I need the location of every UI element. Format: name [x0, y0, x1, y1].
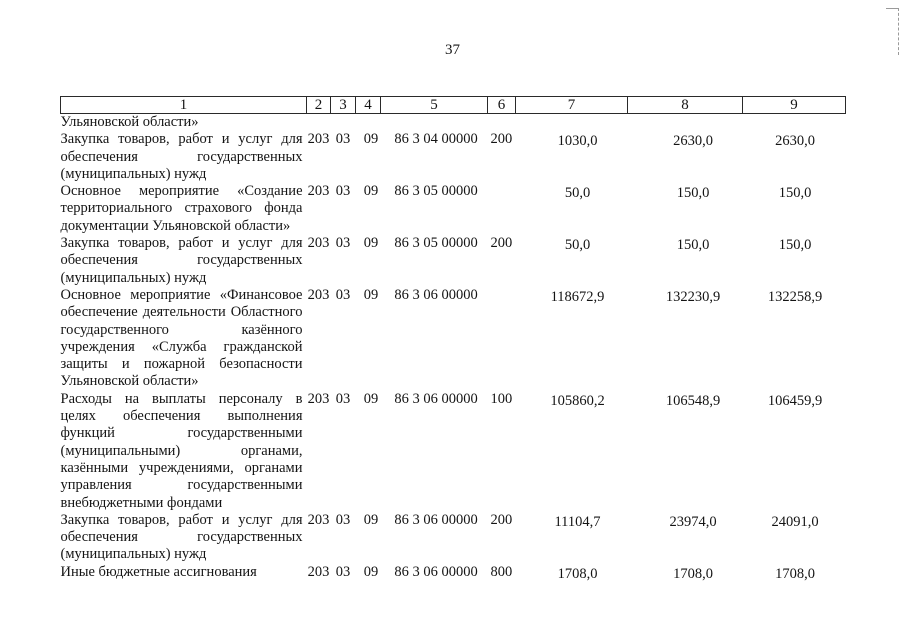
row-code-target: 86 3 04 00000 — [394, 131, 478, 148]
row-code-expense-type — [488, 114, 516, 132]
row-code-subsection: 09 — [363, 235, 379, 252]
row-name: Ульяновской области» — [60, 114, 199, 130]
table-row — [61, 512, 846, 564]
row-code-target: 86 3 06 00000 — [394, 511, 478, 528]
row-code-section: 03 — [335, 286, 351, 303]
row-code-admin: 203 — [307, 286, 330, 303]
row-code-subsection: 09 — [363, 511, 379, 528]
row-amount-col7: 50,0 — [564, 237, 591, 254]
row-code-admin: 203 — [307, 511, 330, 528]
header-col-5: 5 — [381, 97, 488, 114]
page-number: 37 — [445, 42, 460, 58]
row-code-target: 86 3 05 00000 — [394, 183, 478, 200]
row-amount-col7: 50,0 — [564, 185, 591, 202]
row-code-expense-type: 100 — [490, 390, 513, 407]
row-code-expense-type: 200 — [490, 235, 513, 252]
table-header-row — [61, 97, 846, 114]
header-col-9: 9 — [743, 97, 846, 114]
row-code-subsection — [356, 114, 381, 132]
table-row — [61, 131, 846, 183]
table-row — [61, 183, 846, 235]
row-code-expense-type: 200 — [490, 511, 513, 528]
row-code-expense-type: 200 — [490, 131, 513, 148]
row-code-target: 86 3 06 00000 — [394, 390, 478, 407]
row-amount-col7: 11104,7 — [554, 513, 601, 530]
header-col-8: 8 — [628, 97, 743, 114]
row-amount-col9: 24091,0 — [771, 513, 819, 530]
row-code-expense-type: 800 — [490, 563, 513, 580]
row-code-section: 03 — [335, 235, 351, 252]
row-amount-col7: 105860,2 — [550, 392, 605, 409]
row-amount-col8 — [628, 114, 743, 132]
row-code-expense-type — [488, 287, 516, 391]
row-name: Закупка товаров, работ и услуг для обеспечения государственных (муниципальных) нужд — [60, 131, 303, 182]
row-code-admin: 203 — [307, 235, 330, 252]
row-amount-col7 — [516, 114, 628, 132]
budget-table-container — [60, 96, 845, 583]
row-code-admin: 203 — [307, 563, 330, 580]
row-code-section: 03 — [335, 511, 351, 528]
budget-table — [60, 96, 846, 583]
header-col-7: 7 — [516, 97, 628, 114]
table-row — [61, 235, 846, 287]
table-row — [61, 564, 846, 583]
row-amount-col9: 132258,9 — [767, 288, 823, 305]
row-amount-col9 — [743, 114, 846, 132]
row-code-subsection: 09 — [363, 390, 379, 407]
row-code-target — [381, 114, 488, 132]
row-amount-col7: 118672,9 — [550, 288, 605, 305]
row-code-expense-type — [488, 183, 516, 235]
row-name: Закупка товаров, работ и услуг для обеспечения государственных (муниципальных) нужд — [60, 235, 303, 286]
row-amount-col9: 150,0 — [778, 237, 812, 254]
row-amount-col8: 150,0 — [676, 185, 710, 202]
header-col-1: 1 — [61, 97, 307, 114]
row-amount-col8: 23974,0 — [669, 513, 717, 530]
row-code-admin: 203 — [307, 183, 330, 200]
row-code-admin — [307, 114, 331, 132]
table-row — [61, 391, 846, 512]
row-code-subsection: 09 — [363, 563, 379, 580]
row-code-section: 03 — [335, 563, 351, 580]
row-code-section: 03 — [335, 390, 351, 407]
row-name: Расходы на выплаты персоналу в целях обеспечения выполнения функций государственными (муниципальными) органами, казёнными учреждениями, органами управления государственными внебюджетными фондами — [60, 390, 303, 511]
row-code-subsection: 09 — [363, 286, 379, 303]
row-amount-col8: 106548,9 — [665, 392, 721, 409]
row-amount-col8: 150,0 — [676, 237, 710, 254]
row-code-target: 86 3 06 00000 — [394, 563, 478, 580]
row-name: Закупка товаров, работ и услуг для обеспечения государственных (муниципальных) нужд — [60, 511, 303, 563]
row-code-admin: 203 — [307, 131, 330, 148]
row-amount-col8: 1708,0 — [673, 565, 713, 582]
row-amount-col9: 2630,0 — [775, 133, 815, 150]
header-col-3: 3 — [331, 97, 356, 114]
row-name: Основное мероприятие «Финансовое обеспечение деятельности Областного государственного казённого учреждения «Служба гражданской защиты и пожарной безопасности Ульяновской области» — [60, 286, 303, 390]
scan-edge-marks — [886, 8, 899, 55]
table-row — [61, 114, 846, 132]
row-amount-col7: 1030,0 — [557, 133, 598, 150]
row-code-admin: 203 — [307, 390, 330, 407]
row-amount-col7: 1708,0 — [557, 565, 598, 582]
row-code-section: 03 — [335, 131, 351, 148]
row-amount-col9: 1708,0 — [775, 565, 815, 582]
row-name: Иные бюджетные ассигнования — [60, 563, 257, 580]
row-code-target: 86 3 05 00000 — [394, 235, 478, 252]
row-amount-col8: 132230,9 — [665, 288, 721, 305]
row-code-section — [331, 114, 356, 132]
header-col-2: 2 — [307, 97, 331, 114]
row-code-subsection: 09 — [363, 131, 379, 148]
row-code-section: 03 — [335, 183, 351, 200]
row-code-subsection: 09 — [363, 183, 379, 200]
table-row — [61, 287, 846, 391]
row-code-target: 86 3 06 00000 — [394, 286, 478, 303]
row-amount-col9: 150,0 — [778, 185, 812, 202]
row-name: Основное мероприятие «Создание территориального страхового фонда документации Ульяновской области» — [60, 183, 303, 234]
header-col-6: 6 — [488, 97, 516, 114]
row-amount-col8: 2630,0 — [673, 133, 713, 150]
row-amount-col9: 106459,9 — [767, 392, 823, 409]
header-col-4: 4 — [356, 97, 381, 114]
